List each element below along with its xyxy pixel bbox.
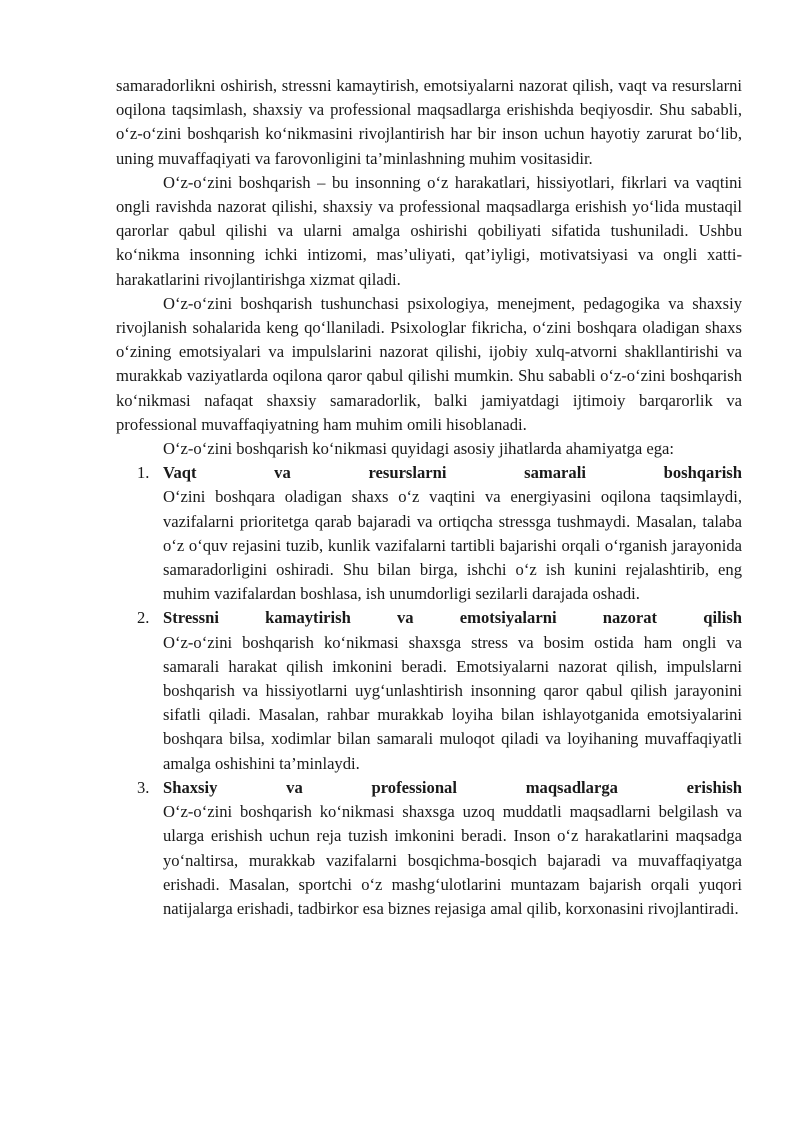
list-item-title: Shaxsiy va professional maqsadlarga erishish xyxy=(163,777,742,797)
list-item-body: O‘zini boshqara oladigan shaxs o‘z vaqtini va energiyasini oqilona taqsimlaydi, vazifalarni prioritetga qarab bajaradi va ortiqcha stressga tushmaydi. Masalan, talaba o‘z o‘quv rejasini tuzib, kunlik vazifalarni tartibli bajarishi orqali o‘rganish jarayonida samaradorligini oshiradi. Shu bilan birga, ishchi o‘z ish kunini rejalashtirib, eng muhim vazifalardan boshlasa, ish unumdorligi sezilarli darajada oshadi. xyxy=(163,487,742,604)
paragraph-continuation: samaradorlikni oshirish, stressni kamaytirish, emotsiyalarni nazorat qilish, vaqt va resurslarni oqilona taqsimlash, shaxsiy va professional maqsadlarga erishishda beqiyosdir. Shu sababli, o‘z-o‘zini boshqarish ko‘nikmasini rivojlantirish har bir inson uchun hayotiy zarurat bo‘lib, uning muvaffaqiyati va farovonligini ta’minlashning muhim vositasidir. xyxy=(116,76,742,168)
document-page xyxy=(116,74,742,921)
list-item-body: O‘z-o‘zini boshqarish ko‘nikmasi shaxsga stress va bosim ostida ham ongli va samarali harakat qilish imkonini beradi. Emotsiyalarni nazorat qilish, impulslarni boshqarish va hissiyotlarni uyg‘unlashtirish insonning qaror qabul qilish jarayonini sifatli qiladi. Masalan, rahbar murakkab loyiha bilan ishlayotganida emotsiyalarini boshqara bilsa, xodimlar bilan samarali muloqot qiladi va loyihaning muvaffaqiyatli amalga oshishini ta’minlaydi. xyxy=(163,632,742,773)
list-item-title: Stressni kamaytirish va emotsiyalarni nazorat qilish xyxy=(163,608,742,628)
paragraph-concept: O‘z-o‘zini boshqarish tushunchasi psixologiya, menejment, pedagogika va shaxsiy rivojlanish sohalarida keng qo‘llaniladi. Psixologlar fikricha, o‘zini boshqara oladigan shaxs o‘zining emotsiyalari va impulslarini nazorat qilishi, ijobiy xulq-atvorni shakllantirishi va murakkab vaziyatlarda oqilona qaror qabul qilishi mumkin. Shu sababli o‘z-o‘zini boshqarish ko‘nikmasi nafaqat shaxsiy samaradorlik, balki jamiyatdagi ijtimoiy barqarorlik va professional muvaffaqiyatning ham muhim omili hisoblanadi. xyxy=(116,293,742,434)
list-item xyxy=(116,461,742,606)
list-item-body: O‘z-o‘zini boshqarish ko‘nikmasi shaxsga uzoq muddatli maqsadlarni belgilash va ularga erishish uchun reja tuzish imkonini beradi. Inson o‘z harakatlarini maqsadga yo‘naltirsa, murakkab vazifalarni bosqichma-bosqich bajaradi va muvaffaqiyatga erishadi. Masalan, sportchi o‘z mashg‘ulotlarini muntazam bajarish orqali yuqori natijalarga erishadi, tadbirkor esa biznes rejasiga amal qilib, korxonasini rivojlantiradi. xyxy=(163,802,742,918)
paragraph-definition: O‘z-o‘zini boshqarish – bu insonning o‘z harakatlari, hissiyotlari, fikrlari va vaqtini ongli ravishda nazorat qilishi, shaxsiy va professional maqsadlarga erishish yo‘lida mustaqil qarorlar qabul qilishi va ularni amalga oshirishi qobiliyati sifatida tushuniladi. Ushbu ko‘nikma insonning ichki intizomi, mas’uliyati, qat’iyligi, motivatsiyasi va ongli xatti-harakatlarini rivojlantirishga xizmat qiladi. xyxy=(116,172,742,289)
list-item-number: 2. xyxy=(137,608,150,628)
numbered-list xyxy=(116,461,742,921)
list-item xyxy=(116,606,742,775)
paragraph-list-intro: O‘z-o‘zini boshqarish ko‘nikmasi quyidagi asosiy jihatlarda ahamiyatga ega: xyxy=(163,439,675,459)
list-item-number: 1. xyxy=(137,463,150,483)
list-item xyxy=(116,776,742,921)
list-item-number: 3. xyxy=(137,777,150,797)
list-item-title: Vaqt va resurslarni samarali boshqarish xyxy=(163,463,742,483)
